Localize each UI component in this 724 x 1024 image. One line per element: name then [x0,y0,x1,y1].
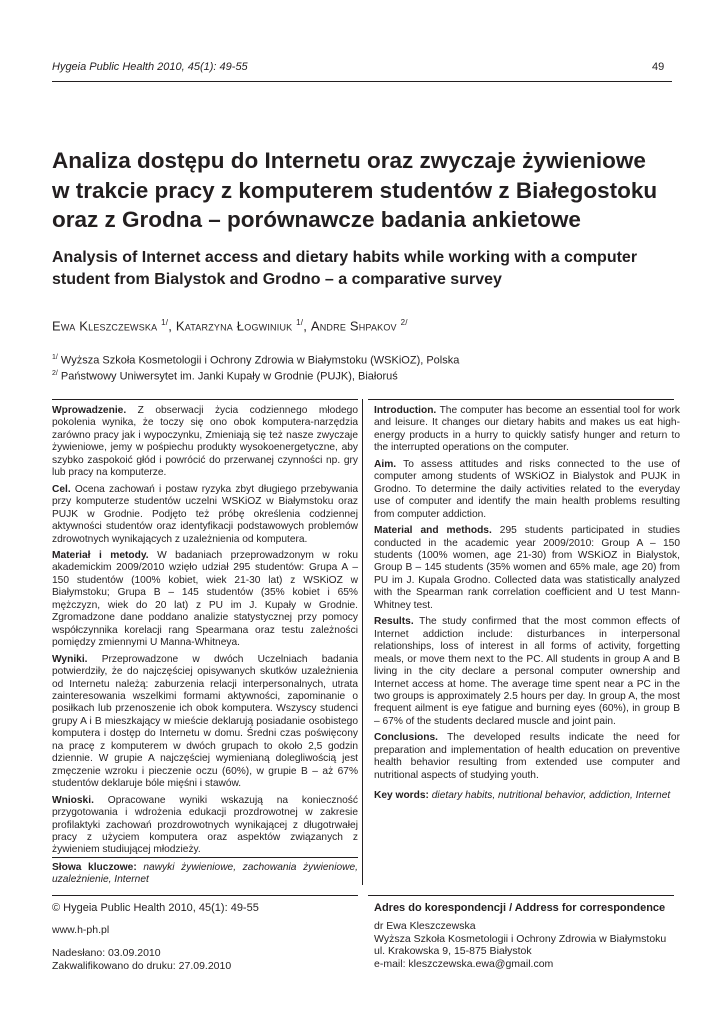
keywords-label: Słowa kluczowe: [52,862,137,873]
author-list: Ewa Kleszczewska $^{1/}$, Katarzyna Łogwiniuk $^{1/}$, Andre Shpakov $^{2/}$ [52,318,408,334]
section-text: The developed results indicate the need for preparation and implementation of health education on preventive health behavior resulting from extended use computer and nutritional aspects of studying youth. [374,732,680,781]
correspondence-line: Wyższa Szkoła Kosmetologii i Ochrony Zdrowia w Białymstoku [374,932,667,945]
abstract-english [374,405,680,807]
affiliation [52,366,398,385]
abstract-top-rule-left [52,399,358,400]
title-polish-line: w trakcie pracy z komputerem studentów z Białegostoku [52,177,658,203]
abstract-section: Wnioski. Opracowane wyniki wskazują na konieczność przygotowania i wdrożenia edukacji prozdrowotnej w zakresie profilaktyki zachowań prozdrowotnych wynikającej z długotrwałej pracy z użyciem komputera oraz aspektów związanych z żywieniem studiującej młodzieży. [52,794,358,856]
section-text: Ocena zachowań i postaw ryzyka zbyt długiego przebywania przy komputerze studentów uczelni WSKiOZ w Białymstoku oraz PUJK w Grodnie. Podjęto też próbę określenia codziennej aktywności studentów oraz identyfikacji podstawowych problemów zdrowotnych wynikających z uzależnienia od komputera. [52,483,358,545]
keywords-label: Key words: [374,790,429,802]
title-english-line: Analysis of Internet access and dietary habits while working with a computer [52,249,638,266]
section-label: Results [374,616,411,628]
affiliation-mark: 2/ [52,370,58,377]
title-polish [52,146,682,235]
section-text: The computer has become an essential tool for work and leisure. It changes our dietary habits and makes us eat high-energy products in a hurry to quickly satisfy hunger and return to the interrupted operations on the computer. [374,405,680,454]
correspondence-line: ul. Krakowska 9, 15-875 Białystok [374,945,532,957]
title-english [52,247,692,291]
keywords-polish [52,862,358,887]
footer-rule-left [52,895,358,896]
section-text: W badaniach przeprowadzonym w roku akademickim 2009/2010 wzięło udział 295 studentów: Grupa A – 150 studentów (100% kobiet, wiek 21-30 lat) z WSKiOZ w Białymstoku; Grupa B – 145 studentów (35% kobiet i 65% mężczyzn, wiek do 20 lat) z PU im J. Kupały w Grodnie. Zgromadzone dane poddano analizie statystycznej przy pomocy współczynnika korelacji rang Spearmana oraz testu zależności pomiędzy zmiennymi U Manna-Whitneya. [52,549,358,649]
title-english-line: student from Bialystok and Grodno – a comparative survey [52,271,502,288]
abstract-section: Materiał i metody. W badaniach przeprowadzonym w roku akademickim 2009/2010 wzięło udział 295 studentów: Grupa A – 150 studentów (100% kobiet, wiek 21-30 lat) z WSKiOZ w Białymstoku; Grupa B – 145 studentów (35% kobiet i 65% mężczyzn, wiek do 20 lat) z PU im J. Kupały w Grodnie. Zgromadzone dane poddano analizie statystycznej przy pomocy współczynnika korelacji rang Spearmana oraz testu zależności pomiędzy zmiennymi U Manna-Whitneya. [52,549,358,649]
section-text: Przeprowadzone w dwóch Uczelniach badania potwierdziły, że do najczęściej opisywanych skutków uzależnienia od Internetu należą: zaburzenia relacji interpersonalnych, utrata zainteresowania wszelkimi formami aktywności, zapominanie o posiłkach lub przenoszenie ich obok komputera. Wszyscy studenci grupy A i B mieszkający w mieście deklarują posiadanie osobistego komputera i dostęp do Internetu w domu. Średni czas poświęcony na pracę z komputerem w dwóch grupach to około 2,5 godzin dziennie. W grupie A najczęściej wymienianą dolegliwością jest zmęczenie wzroku i pieczenie oczu (60%), w grupie B – aż 67% studentów deklaruje bóle mięśni i stawów. [52,653,358,790]
abstract-section: Material and methods. 295 students participated in studies conducted in the academic year 2009/2010: Group A – 150 students (100% women, age 21-30) from WSKiOZ in Bialystok, Group B – 145 students (35% women and 65% male, age 20) from PU im J. Kupala Grodno. Collected data was statistically analyzed with the Spearman rank correlation coefficient and U test Mann-Whitney test. [374,525,680,611]
footer-received-date: Nadesłano: 03.09.2010 [52,947,161,959]
footer-website[interactable]: www.h-ph.pl [52,924,110,936]
section-text: The study confirmed that the most common effects of Internet addiction include: disturbances in interpersonal relationships, loss of interest in all forms of activity, forgetting meals, or move them next to the PC. All students in group A and B living in the city declare a personal computer ownership and Internet access at home. The average time spent near a PC in the two groups is approximately 2.5 hours per day. In group A, the most frequent ailment is eye fatigue and burning eyes (60%), in group B – 67% of the students declared muscle and joint pain. [374,616,680,727]
keywords-text: nawyki żywieniowe, zachowania żywieniowe, uzależnienie, Internet [52,862,359,886]
abstract-section: Cel. Ocena zachowań i postaw ryzyka zbyt długiego przebywania przy komputerze studentów uczelni WSKiOZ w Białymstoku oraz PUJK w Grodnie. Podjęto też próbę określenia codziennej aktywności studentów oraz identyfikacji podstawowych problemów zdrowotnych wynikających z uzależnienia od komputera. [52,483,358,545]
keywords-rule-left [52,857,358,858]
section-text: Z obserwacji życia codziennego młodego pokolenia wynika, że toczy się ono obok komputera-narzędzia zarówno pracy jak i wypoczynku, Zmieniają się też nasze zwyczaje żywieniowe, jemy w pośpiechu produkty wysokoenergetyczne, aby szybko zaspokoić głód i powrócić do przerwanej czynności np. gry lub pracy na komputerze. [52,405,358,479]
author-affiliation-mark: 1/ [161,318,169,327]
section-text: Opracowane wyniki wskazują na konieczność przygotowania i wdrożenia edukacji prozdrowotnej w zakresie profilaktyki zachowań prozdrowotnych wynikającej z długotrwałej pracy z użyciem komputera oraz aspektów związanych z żywieniem studiującej młodzieży. [52,794,358,856]
section-label: Wyniki [52,653,85,665]
author-name: Ewa Kleszczewska [52,318,158,334]
header-rule [52,81,672,82]
abstract-section: Wprowadzenie. Z obserwacji życia codziennego młodego pokolenia wynika, że toczy się ono obok komputera-narzędzia zarówno pracy jak i wypoczynku, Zmieniają się też nasze zwyczaje żywieniowe, jemy w pośpiechu produkty wysokoenergetyczne, aby szybko zaspokoić głód i powrócić do przerwanej czynności np. gry lub pracy na komputerze. [52,405,358,479]
footer-copyright: © Hygeia Public Health 2010, 45(1): 49-55 [52,902,259,914]
section-label: Wprowadzenie [52,405,124,416]
abstract-section: Results. The study confirmed that the most common effects of Internet addiction include: disturbances in interpersonal relationships, loss of interest in all forms of activity, forgetting meals, or move them next to the PC. All students in group A and B living in the city declare a personal computer ownership and Internet access at home. The average time spent near a PC in the two groups is approximately 2.5 hours per day. In group A, the most frequent ailment is eye fatigue and burning eyes (60%), in group B – 67% of the students declared muscle and joint pain. [374,616,680,727]
section-label: Material and methods [374,525,489,537]
affiliation-text: Wyższa Szkoła Kosmetologii i Ochrony Zdrowia w Białymstoku (WSKiOZ), Polska [60,354,460,367]
abstract-polish [52,405,358,861]
section-label: Introduction [374,405,434,416]
correspondence-line: dr Ewa Kleszczewska [374,920,476,932]
title-polish-line: Analiza dostępu do Internetu oraz zwyczaje żywieniowe [52,148,646,173]
abstract-section: Aim. To assess attitudes and risks connected to the use of computer among students of WSKiOZ in Bialystok and PUJK in Grodno. To determine the daily activities related to the everyday use of computer and identify the main health problems resulting from computer addiction. [374,458,680,520]
section-label: Conclusions [374,732,436,744]
footer-accepted-date: Zakwalifikowano do druku: 27.09.2010 [52,960,232,972]
section-text: To assess attitudes and risks connected to the use of computer among students of WSKiOZ in Bialystok and PUJK in Grodno. To determine the daily activities related to the everyday use of computer and identify the main health problems resulting from computer addiction. [374,458,680,520]
correspondence-label: Adres do korespondencji / Address for correspondence [374,902,666,914]
author-name: Andre Shpakov [310,318,397,334]
abstract-section: Introduction. The computer has become an essential tool for work and leisure. It changes our dietary habits and makes us eat high-energy products in a hurry to quickly satisfy hunger and return to the interrupted operations on the computer. [374,405,680,454]
section-label: Wnioski [52,794,92,806]
author-affiliation-mark: 2/ [400,318,408,327]
correspondence-email[interactable]: e-mail: kleszczewska.ewa@gmail.com [374,957,554,970]
affiliation-mark: 1/ [52,354,58,361]
section-label: Aim [374,458,394,470]
abstract-section: Conclusions. The developed results indicate the need for preparation and implementation of health education on preventive health behavior resulting from extended use computer and nutritional aspects of studying youth. [374,732,680,781]
correspondence-address [374,920,666,970]
author-affiliation-mark: 1/ [296,318,304,327]
section-text: 295 students participated in studies conducted in the academic year 2009/2010: Group A – 150 students (100% women, age 21-30) from WSKiOZ in Bialystok, Group B – 145 students (35% women and 65% male, age 20) from PU im J. Kupala Grodno. Collected data was statistically analyzed with the Spearman rank correlation coefficient and U test Mann-Whitney test. [374,525,680,611]
footer-rule-right [368,895,674,896]
keywords-english [374,790,680,802]
title-polish-line: oraz z Grodna – porównawcze badania ankietowe [52,207,581,232]
section-label: Materiał i metody [52,549,146,561]
keywords-text: dietary habits, nutritional behavior, addiction, Internet [431,790,671,802]
page-number: 49 [652,61,665,73]
section-label: Cel [52,483,68,495]
affiliation-text: Państwowy Uniwersytet im. Janki Kupały w Grodnie (PUJK), Białoruś [60,370,398,383]
running-header: Hygeia Public Health 2010, 45(1): 49-55 [52,61,248,73]
column-divider [362,399,363,885]
abstract-top-rule-right [368,399,674,400]
abstract-section: Wyniki. Przeprowadzone w dwóch Uczelniach badania potwierdziły, że do najczęściej opisywanych skutków uzależnienia od Internetu należą: zaburzenia relacji interpersonalnych, utrata zainteresowania wszelkimi formami aktywności, zapominanie o posiłkach lub przenoszenie ich obok komputera. Wszyscy studenci grupy A i B mieszkający w mieście deklarują posiadanie osobistego komputera i dostęp do Internetu w domu. Średni czas poświęcony na pracę z komputerem w dwóch grupach to około 2,5 godzin dziennie. W grupie A najczęściej wymienianą dolegliwością jest zmęczenie wzroku i pieczenie oczu (60%), w grupie B – aż 67% studentów deklaruje bóle mięśni i stawów. [52,653,358,790]
author-name: Katarzyna Łogwiniuk [175,318,293,334]
